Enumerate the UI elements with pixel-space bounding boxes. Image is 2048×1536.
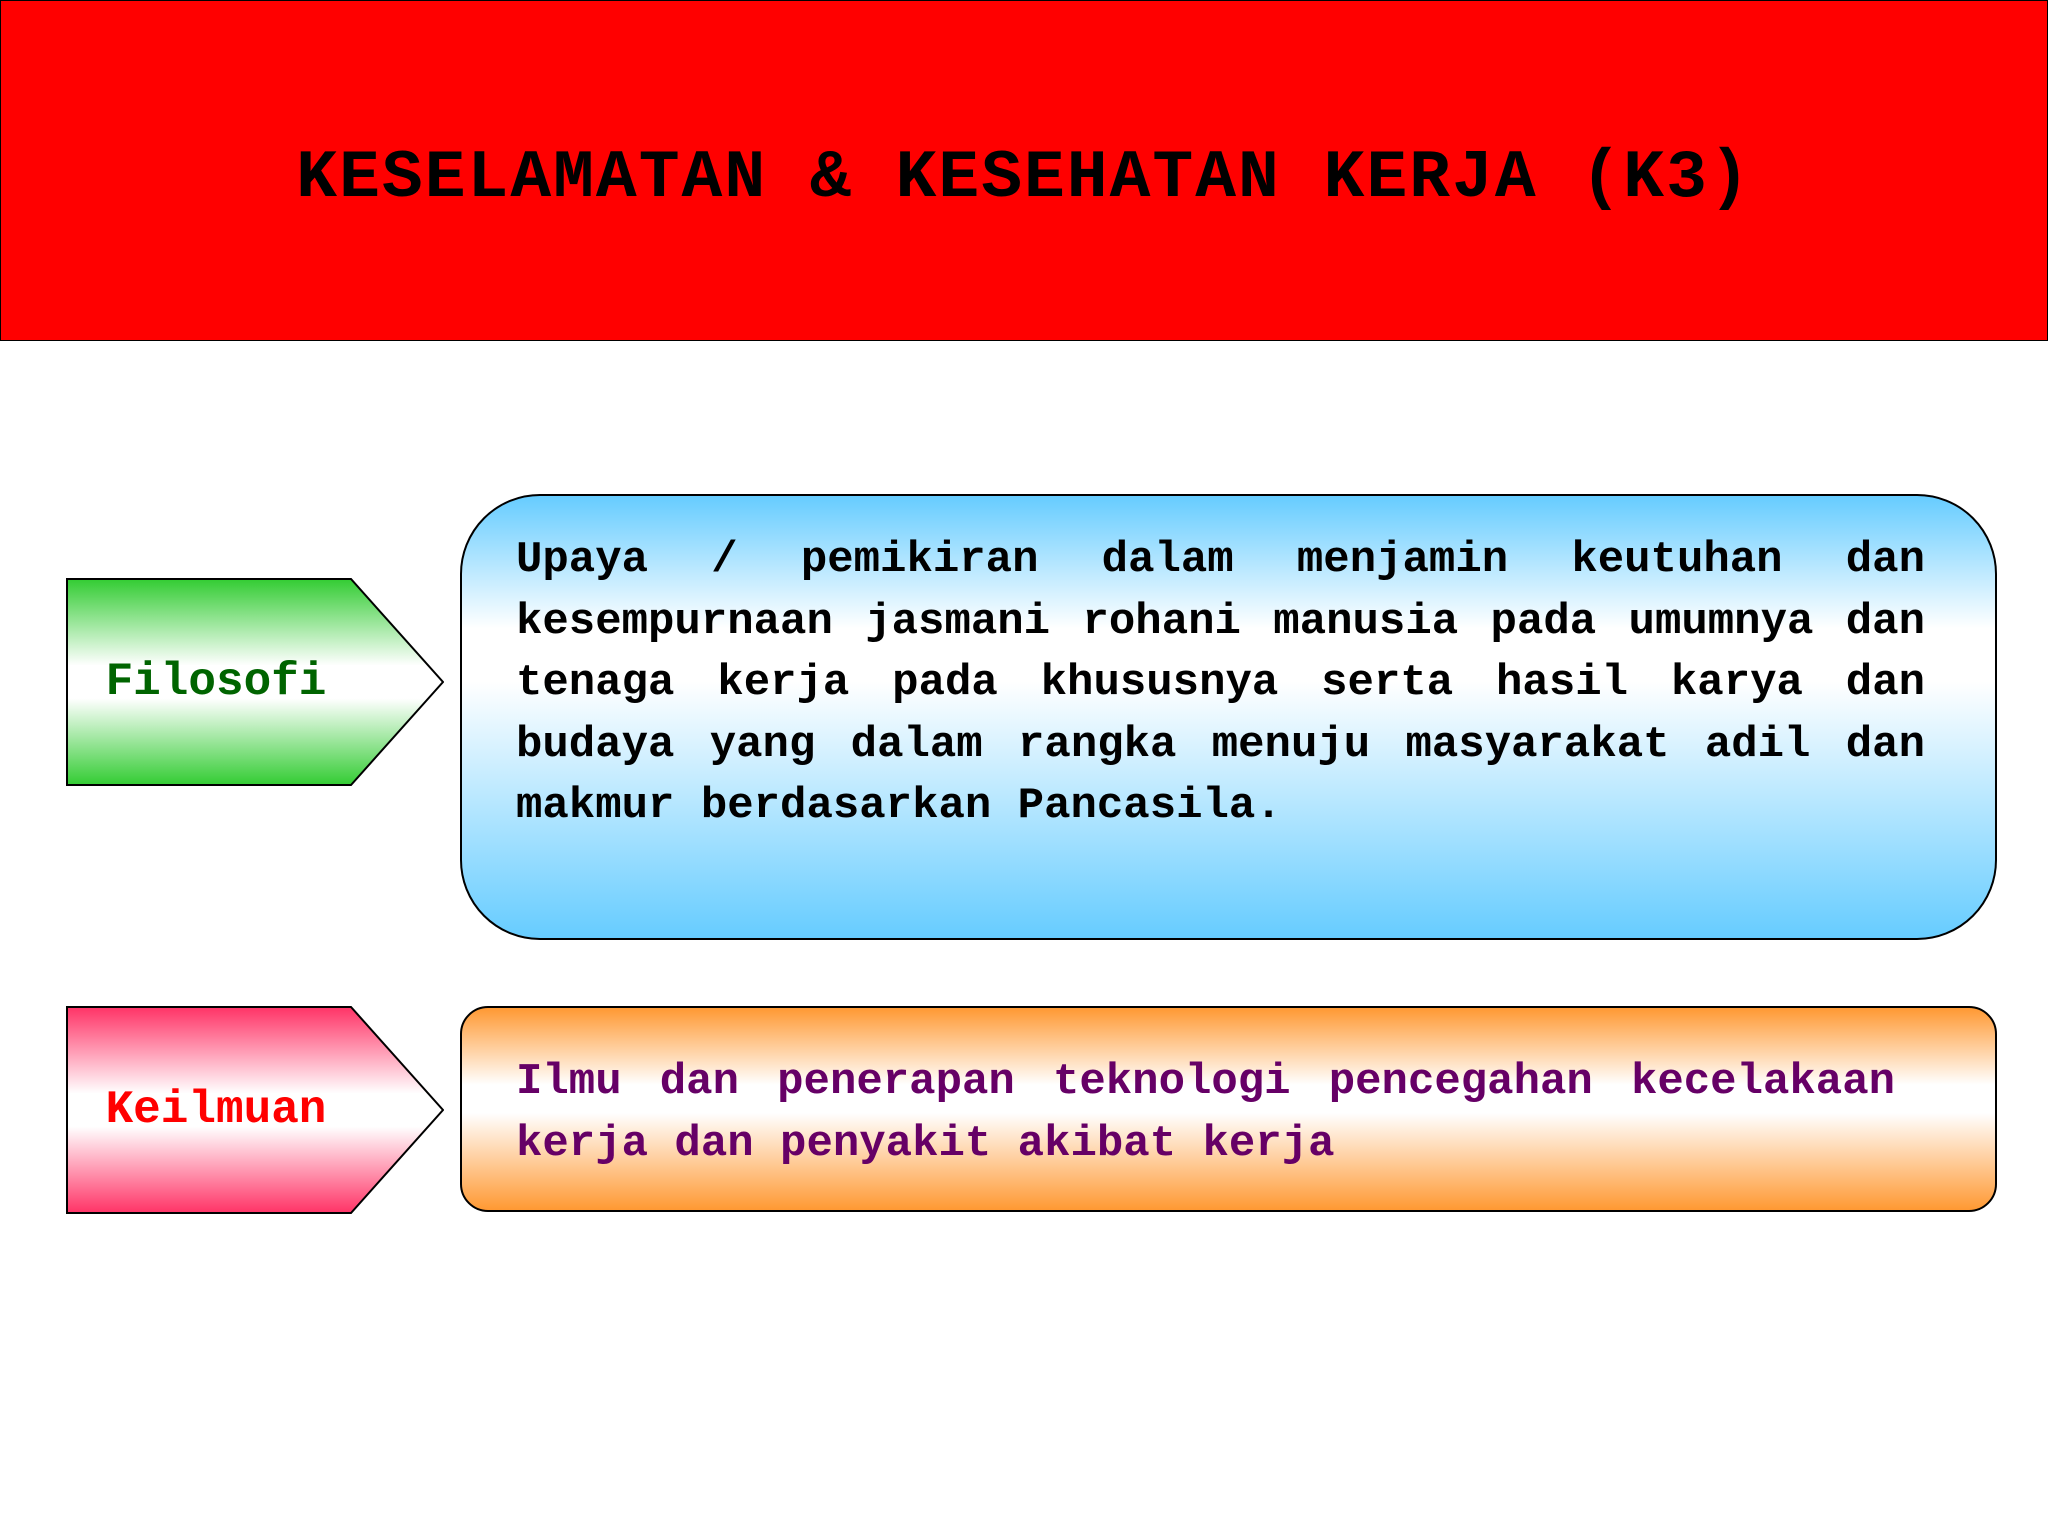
filosofi-label: Filosofi [105,656,327,708]
filosofi-tag [66,578,444,786]
keilmuan-label: Keilmuan [105,1084,327,1136]
title-banner [0,0,2048,341]
filosofi-description-box [460,494,1997,940]
filosofi-description: Upaya / pemikiran dalam menjamin keutuhan dan kesempurnaan jasmani rohani manusia pada umumnya dan tenaga kerja pada khususnya serta hasil karya dan budaya yang dalam rangka menuju masyarakat adil dan makmur berdasarkan Pancasila. [516,535,1925,831]
keilmuan-tag [66,1006,444,1214]
keilmuan-description: Ilmu dan penerapan teknologi pencegahan kecelakaan kerja dan penyakit akibat kerja [516,1057,1895,1169]
keilmuan-description-box [460,1006,1997,1212]
page-title: KESELAMATAN & KESEHATAN KERJA (K3) [296,140,1752,217]
